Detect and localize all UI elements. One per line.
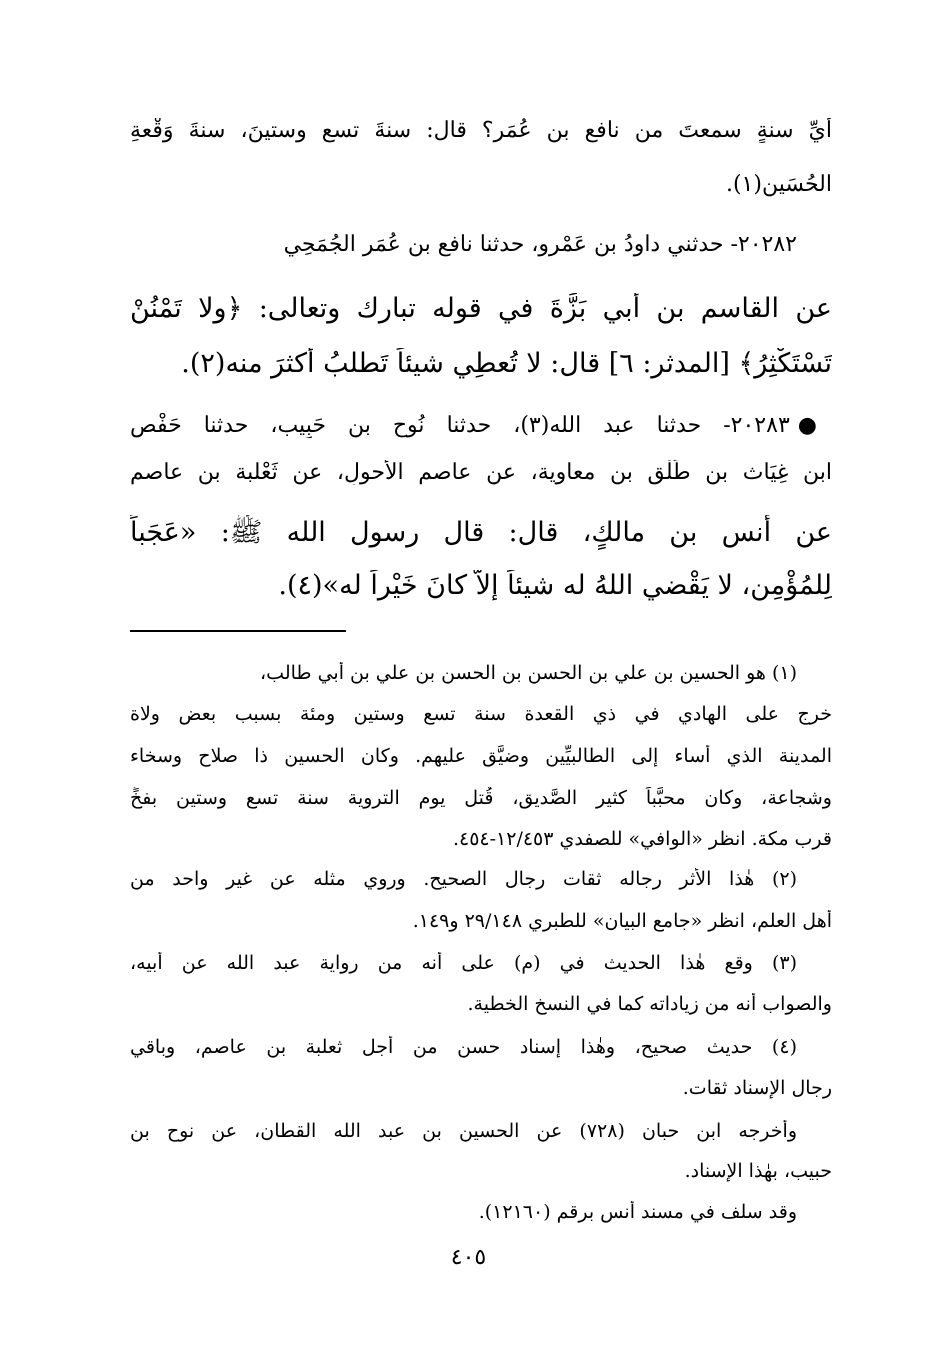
hadith-20283-header: [130, 413, 832, 438]
footnote-line: خرج على الهادي في ذي القعدة سنة تسع وستين ومئة بسبب بعض ولاة: [130, 703, 832, 725]
footnote-line: قرب مكة. انظر «الوافي» للصفدي ١٢/٤٥٣-٤٥٤.: [452, 828, 832, 850]
footnote-line: (١) هو الحسين بن علي بن الحسن بن الحسن بن علي بن أبي طالب،: [260, 662, 797, 684]
hadith-20282-header: ٢٠٢٨٢- حدثني داودُ بن عَمْرو، حدثنا نافع بن عُمَر الجُمَحِي: [283, 232, 797, 257]
footnote-line: حبيب، بهٰذا الإسناد.: [684, 1160, 832, 1182]
footnote-line: (٣) وقع هٰذا الحديث في (م) على أنه من رواية عبد الله عن أبيه،: [130, 952, 797, 974]
footnote-line: وشجاعة، وكان محبَّباً كثير الصَّديق، قُتل يوم التروية سنة تسع وستين بفخٍّ: [130, 787, 832, 809]
page-number: ٤٠٥: [450, 1245, 487, 1270]
hadith-20283-text: ٢٠٢٨٣- حدثنا عبد الله(٣)، حدثنا نُوح بن حَبِيب، حدثنا حَفْص: [130, 413, 790, 438]
text-line: تَسْتَكْثِرُ﴾ [المدثر: ٦] قال: لا تُعطِي شيئاً تَطلبُ أكثرَ منه(٢).: [181, 348, 832, 379]
footnote-line: رجال الإسناد ثقات.: [682, 1077, 832, 1099]
text-line: عن أنس بن مالكٍ، قال: قال رسول الله ﷺ: «عَجَباً: [130, 517, 832, 548]
text-line: عن القاسم بن أبي بَزَّةَ في قوله تبارك وتعالى: ﴿ولا تَمْنُنْ: [130, 293, 832, 324]
text-line: الحُسَين(١).: [725, 172, 832, 197]
text-line: ابن غِيَاث بن طَلْق بن معاوية، عن عاصمٍ الأحولِ، عن ثَعْلبة بن عاصم: [130, 460, 832, 485]
footnote-line: المدينة الذي أساء إلى الطالبيِّين وضيَّق عليهم. وكان الحسين ذا صلاح وسخاء: [130, 745, 832, 767]
footnote-line: أهل العلم، انظر «جامع البيان» للطبري ٢٩/١٤٨ و١٤٩.: [412, 910, 832, 932]
text-line: لِلمُؤْمِنِ، لا يَقْضي اللهُ له شيئاً إلاّ كانَ خَيْراً له»(٤).: [278, 570, 832, 601]
footnote-separator: [130, 630, 346, 632]
footnote-line: وأخرجه ابن حبان (٧٢٨) عن الحسين بن عبد الله القطان، عن نوح بن: [130, 1120, 797, 1142]
text-line: أيِّ سنةٍ سمعتَ من نافع بن عُمَر؟ قال: سنةَ تسعٍ وستينَ، سنةَ وَقْعةِ: [130, 118, 832, 143]
footnote-line: (٢) هٰذا الأثر رجاله ثقات رجال الصحيح. وروي مثله عن غير واحد من: [130, 868, 797, 890]
footnote-line: وقد سلف في مسند أنس برقم (١٢١٦٠).: [478, 1201, 797, 1223]
footnote-line: والصواب أنه من زياداته كما في النسخ الخطية.: [467, 993, 832, 1015]
footnote-line: (٤) حديث صحيح، وهٰذا إسناد حسن من أجل ثعلبة بن عاصم، وباقي: [130, 1036, 797, 1058]
bullet-icon: ●: [797, 413, 832, 438]
